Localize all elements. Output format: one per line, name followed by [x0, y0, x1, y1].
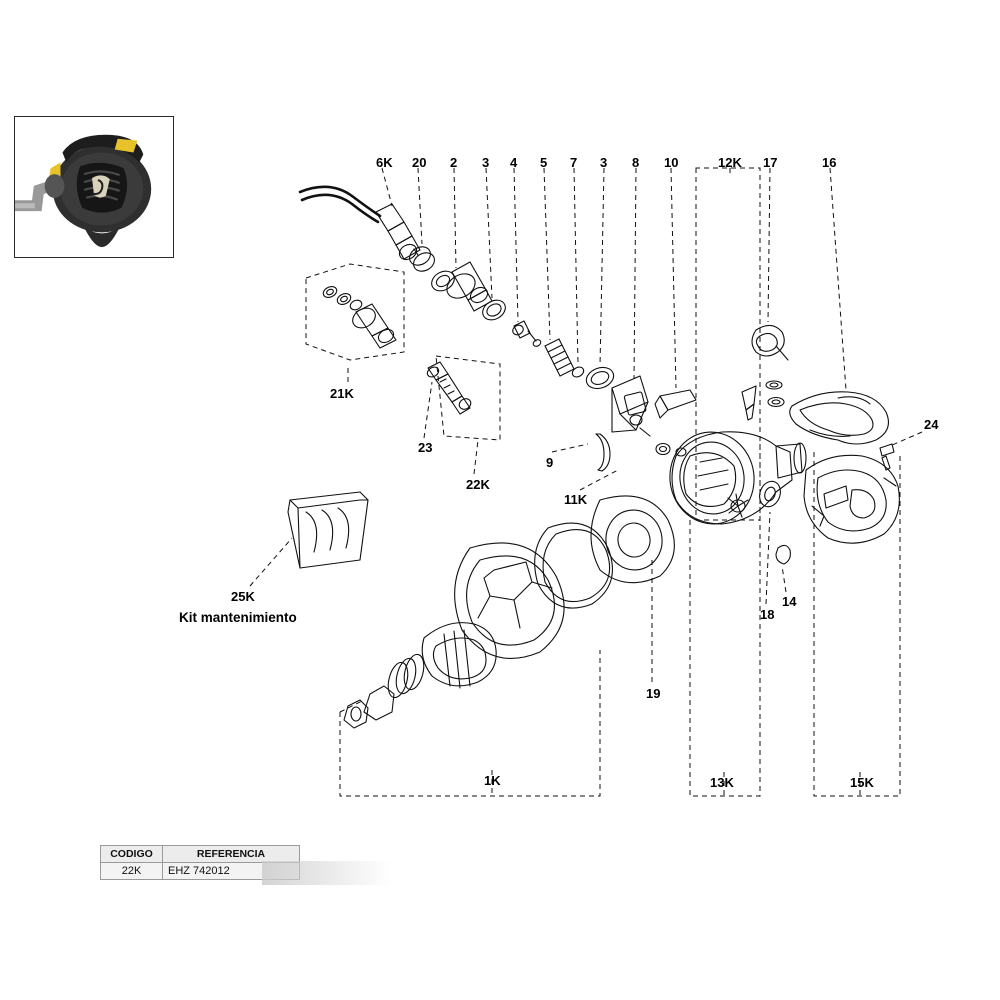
callout-9: 9: [546, 455, 554, 470]
cell-referencia: EHZ 742012: [163, 863, 300, 880]
callout-24: 24: [924, 417, 939, 432]
callout-10: 10: [664, 155, 679, 170]
callout-12k: 12K: [718, 155, 742, 170]
callout-5: 5: [540, 155, 548, 170]
kit-maintenance-label: Kit mantenimiento: [179, 610, 297, 625]
callout-19: 19: [646, 686, 661, 701]
callout-20: 20: [412, 155, 427, 170]
callout-15k: 15K: [850, 775, 874, 790]
callout-8: 8: [632, 155, 640, 170]
callout-6k: 6K: [376, 155, 393, 170]
callout-23: 23: [418, 440, 433, 455]
callout-25k: 25K: [231, 589, 255, 604]
callout-22k: 22K: [466, 477, 490, 492]
callout-17: 17: [763, 155, 778, 170]
callout-3-first: 3: [482, 155, 490, 170]
callout-7: 7: [570, 155, 578, 170]
table-row: [101, 863, 300, 880]
cell-codigo: 22K: [101, 863, 163, 880]
callout-11k: 11K: [564, 492, 588, 507]
code-reference-table: [100, 845, 300, 887]
callout-3-second: 3: [600, 155, 608, 170]
callout-16: 16: [822, 155, 837, 170]
callout-21k: 21K: [330, 386, 354, 401]
callout-1k: 1K: [484, 773, 501, 788]
callout-13k: 13K: [710, 775, 734, 790]
callout-14: 14: [782, 594, 797, 609]
table-header-referencia: REFERENCIA: [163, 846, 300, 863]
callout-2: 2: [450, 155, 458, 170]
callout-4: 4: [510, 155, 518, 170]
callout-18: 18: [760, 607, 775, 622]
table-header-codigo: CODIGO: [101, 846, 163, 863]
